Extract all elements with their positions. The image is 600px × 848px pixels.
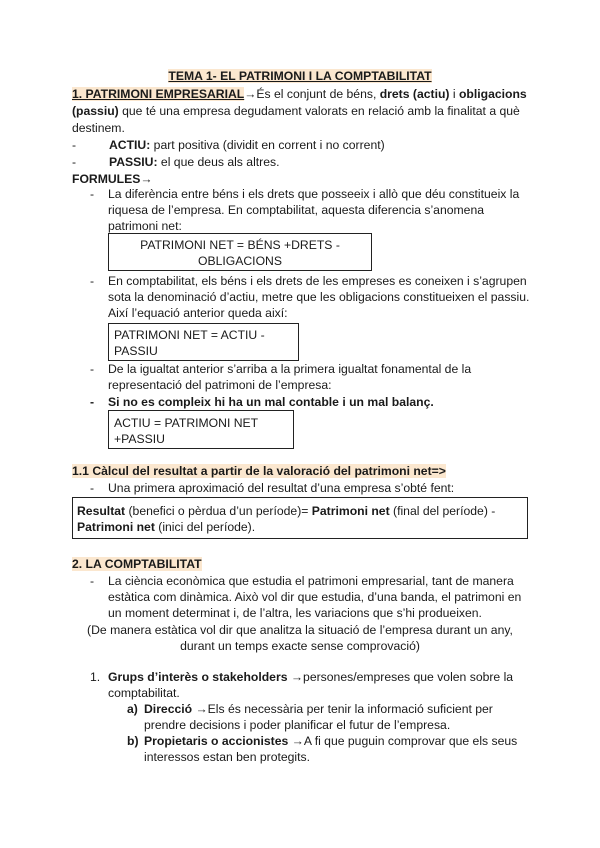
dash-bullet: - — [90, 362, 95, 376]
dash-bullet: - — [90, 187, 95, 201]
note-estatica: (De manera estàtica vol dir que analitza la situació de l’empresa durant un any, durant un temps exacte sense comprovació) — [87, 623, 513, 653]
section2-heading: 2. LA COMPTABILITAT — [72, 557, 202, 571]
section11-heading: 1.1 Càlcul del resultat a partir de la valoració del patrimoni net=> — [72, 464, 446, 478]
sublist-label: b) — [127, 734, 139, 748]
dash-bullet: - — [90, 395, 95, 409]
formula-box-equacio-fonamental: ACTIU = PATRIMONI NET +PASSIU — [108, 410, 294, 449]
section1-heading: 1. PATRIMONI EMPRESARIAL — [72, 87, 245, 101]
sublist-label: a) — [127, 702, 138, 716]
bullet-passiu: - PASSIU: el que deus als altres. — [72, 155, 280, 169]
paragraph-primera-aproximacio: Una primera aproximació del resultat d’una empresa s’obté fent: — [108, 481, 455, 495]
formula-box-actiu-passiu: PATRIMONI NET = ACTIU - PASSIU — [108, 323, 299, 361]
dash-bullet: - — [90, 481, 95, 495]
formula-box-resultat: Resultat (benefici o pèrdua d’un període)= Patrimoni net (final del període) - Patrimoni net (inici del període). — [72, 497, 528, 539]
list-item-stakeholders: Grups d’interès o stakeholders →persones/empreses que volen sobre la comptabilitat. — [108, 670, 514, 700]
formula-box-patrimoni-net: PATRIMONI NET = BÉNS +DRETS - OBLIGACIONS — [108, 233, 372, 271]
list-number: 1. — [90, 670, 101, 684]
sublist-item-direccio: Direcció →Els és necessària per tenir la informació suficient per prendre decisions i poder planificar el futur de l’empresa. — [144, 702, 493, 732]
paragraph-actiu-passiu: En comptabilitat, els béns i els drets de les empreses es coneixen i s’agrupen sota la denominació d’actiu, metre que les obligacions constitueixen el passiu. Així l’equació anterior queda així: — [108, 274, 530, 320]
dash-bullet: - — [90, 274, 95, 288]
page-title: TEMA 1- EL PATRIMONI I LA COMPTABILITAT — [168, 69, 432, 83]
formules-heading: FORMULES→ — [72, 172, 153, 186]
dash-bullet: - — [90, 574, 95, 588]
paragraph-igualtat: De la igualtat anterior s’arriba a la primera igualtat fonamental de la representació del patrimoni de l’empresa: — [108, 362, 472, 392]
section1-definition-line3: destinem. — [72, 121, 125, 135]
section1-definition-line1: 1. PATRIMONI EMPRESARIAL→És el conjunt de béns, drets (actiu) i obligacions — [72, 87, 527, 101]
section1-definition-line2: (passiu) que té una empresa degudament valorats en relació amb la finalitat a què — [72, 104, 520, 118]
paragraph-diferencia: La diferència entre béns i els drets que posseeix i allò que déu constitueix la riquesa de l’empresa. En comptabilitat, aquesta diferencia s’anomena patrimoni net: — [108, 187, 520, 233]
sublist-item-propietaris: Propietaris o accionistes →A fi que puguin comprovar que els seus interessos estan ben protegits. — [144, 734, 518, 764]
paragraph-mal-balanc: Si no es compleix hi ha un mal contable i un mal balanç. — [108, 395, 434, 409]
bullet-actiu: - ACTIU: part positiva (dividit en corrent i no corrent) — [72, 138, 385, 152]
paragraph-ciencia-economica: La ciència econòmica que estudia el patrimoni empresarial, tant de manera estàtica com dinàmica. Això vol dir que estudia, d’una banda, el patrimoni en un moment determinat i, de l’altra, les variacions que s’hi produeixen. — [108, 574, 522, 620]
